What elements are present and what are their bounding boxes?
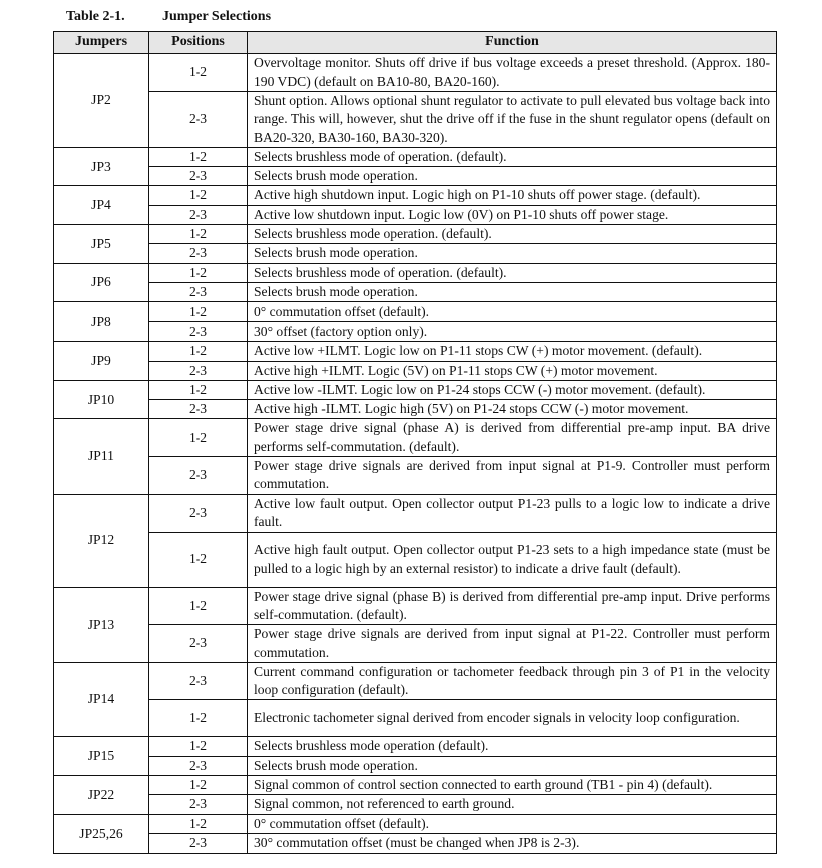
table-row: [54, 225, 777, 244]
table-row: [54, 147, 777, 166]
table-row: [54, 756, 777, 775]
position-cell: 2-3: [149, 167, 248, 186]
table-row: [54, 244, 777, 263]
position-cell: 2-3: [149, 92, 248, 148]
position-cell: 2-3: [149, 244, 248, 263]
position-cell: 2-3: [149, 457, 248, 495]
function-cell: Active high -ILMT. Logic high (5V) on P1-24 stops CCW (-) motor movement.: [248, 400, 777, 419]
position-cell: 2-3: [149, 400, 248, 419]
position-cell: 1-2: [149, 532, 248, 587]
header-function: Function: [248, 32, 777, 54]
table-row: [54, 662, 777, 700]
function-cell: 0° commutation offset (default).: [248, 814, 777, 833]
position-cell: 2-3: [149, 833, 248, 853]
position-cell: 2-3: [149, 756, 248, 775]
table-row: [54, 587, 777, 625]
jumper-cell: JP22: [54, 776, 149, 815]
function-cell: Active high shutdown input. Logic high on P1-10 shuts off power stage. (default).: [248, 186, 777, 205]
table-row: [54, 54, 777, 92]
table-header-row: [54, 32, 777, 54]
table-row: [54, 833, 777, 853]
function-cell: Active low +ILMT. Logic low on P1-11 stops CW (+) motor movement. (default).: [248, 342, 777, 361]
position-cell: 1-2: [149, 380, 248, 399]
table-row: [54, 625, 777, 663]
function-cell: Electronic tachometer signal derived from encoder signals in velocity loop configuration.: [248, 700, 777, 737]
position-cell: 1-2: [149, 342, 248, 361]
table-row: [54, 322, 777, 342]
table-body: [54, 54, 777, 854]
function-cell: Selects brushless mode operation. (default).: [248, 225, 777, 244]
function-cell: 30° commutation offset (must be changed when JP8 is 2-3).: [248, 833, 777, 853]
position-cell: 2-3: [149, 494, 248, 532]
position-cell: 2-3: [149, 662, 248, 700]
position-cell: 1-2: [149, 186, 248, 205]
table-row: [54, 700, 777, 737]
table-row: [54, 400, 777, 419]
position-cell: 2-3: [149, 205, 248, 224]
function-cell: Active low fault output. Open collector output P1-23 pulls to a logic low to indicate a drive fault.: [248, 494, 777, 532]
table-row: [54, 186, 777, 205]
function-cell: Selects brushless mode of operation. (default).: [248, 147, 777, 166]
jumper-cell: JP4: [54, 186, 149, 225]
position-cell: 1-2: [149, 737, 248, 756]
function-cell: Power stage drive signal (phase B) is derived from differential pre-amp input. Drive performs self-commutation. (default).: [248, 587, 777, 625]
function-cell: Current command configuration or tachometer feedback through pin 3 of P1 in the velocity loop configuration (default).: [248, 662, 777, 700]
table-caption: [66, 8, 271, 26]
table-title: Jumper Selections: [162, 9, 272, 24]
table-row: [54, 457, 777, 495]
position-cell: 1-2: [149, 147, 248, 166]
table-row: [54, 263, 777, 282]
position-cell: 1-2: [149, 419, 248, 457]
position-cell: 2-3: [149, 625, 248, 663]
function-cell: Active low shutdown input. Logic low (0V) on P1-10 shuts off power stage.: [248, 205, 777, 224]
function-cell: Active high fault output. Open collector output P1-23 sets to a high impedance state (must be pulled to a logic high by an external resistor) to indicate a drive fault (default).: [248, 532, 777, 587]
jumper-cell: JP11: [54, 419, 149, 494]
table-row: [54, 380, 777, 399]
function-cell: Selects brushless mode operation (default).: [248, 737, 777, 756]
table-row: [54, 361, 777, 380]
table-number: Table 2-1.: [66, 9, 125, 24]
position-cell: 1-2: [149, 776, 248, 795]
table-row: [54, 776, 777, 795]
function-cell: Overvoltage monitor. Shuts off drive if bus voltage exceeds a preset threshold. (Approx. 180-190 VDC) (default on BA10-80, BA20-160).: [248, 54, 777, 92]
function-cell: Active high +ILMT. Logic (5V) on P1-11 stops CW (+) motor movement.: [248, 361, 777, 380]
table-row: [54, 282, 777, 301]
jumper-cell: JP13: [54, 587, 149, 662]
header-positions: Positions: [149, 32, 248, 54]
table-row: [54, 302, 777, 322]
table-row: [54, 167, 777, 186]
function-cell: Selects brush mode operation.: [248, 282, 777, 301]
function-cell: Signal common, not referenced to earth ground.: [248, 795, 777, 814]
jumper-cell: JP5: [54, 225, 149, 264]
position-cell: 1-2: [149, 54, 248, 92]
position-cell: 2-3: [149, 282, 248, 301]
table-row: [54, 419, 777, 457]
function-cell: Selects brushless mode of operation. (default).: [248, 263, 777, 282]
table-row: [54, 814, 777, 833]
jumper-cell: JP15: [54, 737, 149, 776]
table-row: [54, 494, 777, 532]
function-cell: Selects brush mode operation.: [248, 167, 777, 186]
jumper-cell: JP10: [54, 380, 149, 419]
jumper-selections-table: [53, 31, 777, 854]
position-cell: 2-3: [149, 361, 248, 380]
table-row: [54, 737, 777, 756]
jumper-cell: JP12: [54, 494, 149, 587]
function-cell: Power stage drive signal (phase A) is derived from differential pre-amp input. BA drive performs self-commutation. (default).: [248, 419, 777, 457]
header-jumpers: Jumpers: [54, 32, 149, 54]
function-cell: Selects brush mode operation.: [248, 756, 777, 775]
table-row: [54, 795, 777, 814]
jumper-cell: JP6: [54, 263, 149, 302]
position-cell: 1-2: [149, 263, 248, 282]
jumper-cell: JP9: [54, 342, 149, 381]
function-cell: 30° offset (factory option only).: [248, 322, 777, 342]
table-row: [54, 532, 777, 587]
position-cell: 2-3: [149, 795, 248, 814]
table-row: [54, 205, 777, 224]
function-cell: Shunt option. Allows optional shunt regulator to activate to pull elevated bus voltage back into range. This will, however, shut the drive off if the fuse in the shunt regulator opens (default on BA20-320, BA30-160, BA30-320).: [248, 92, 777, 148]
function-cell: Power stage drive signals are derived from input signal at P1-9. Controller must perform commutation.: [248, 457, 777, 495]
table-row: [54, 342, 777, 361]
function-cell: 0° commutation offset (default).: [248, 302, 777, 322]
position-cell: 2-3: [149, 322, 248, 342]
jumper-cell: JP8: [54, 302, 149, 342]
jumper-cell: JP3: [54, 147, 149, 186]
function-cell: Active low -ILMT. Logic low on P1-24 stops CCW (-) motor movement. (default).: [248, 380, 777, 399]
position-cell: 1-2: [149, 814, 248, 833]
position-cell: 1-2: [149, 225, 248, 244]
position-cell: 1-2: [149, 587, 248, 625]
function-cell: Selects brush mode operation.: [248, 244, 777, 263]
function-cell: Signal common of control section connected to earth ground (TB1 - pin 4) (default).: [248, 776, 777, 795]
jumper-cell: JP14: [54, 662, 149, 737]
position-cell: 1-2: [149, 302, 248, 322]
jumper-cell: JP25,26: [54, 814, 149, 853]
position-cell: 1-2: [149, 700, 248, 737]
jumper-cell: JP2: [54, 54, 149, 148]
table-row: [54, 92, 777, 148]
function-cell: Power stage drive signals are derived from input signal at P1-22. Controller must perform commutation.: [248, 625, 777, 663]
